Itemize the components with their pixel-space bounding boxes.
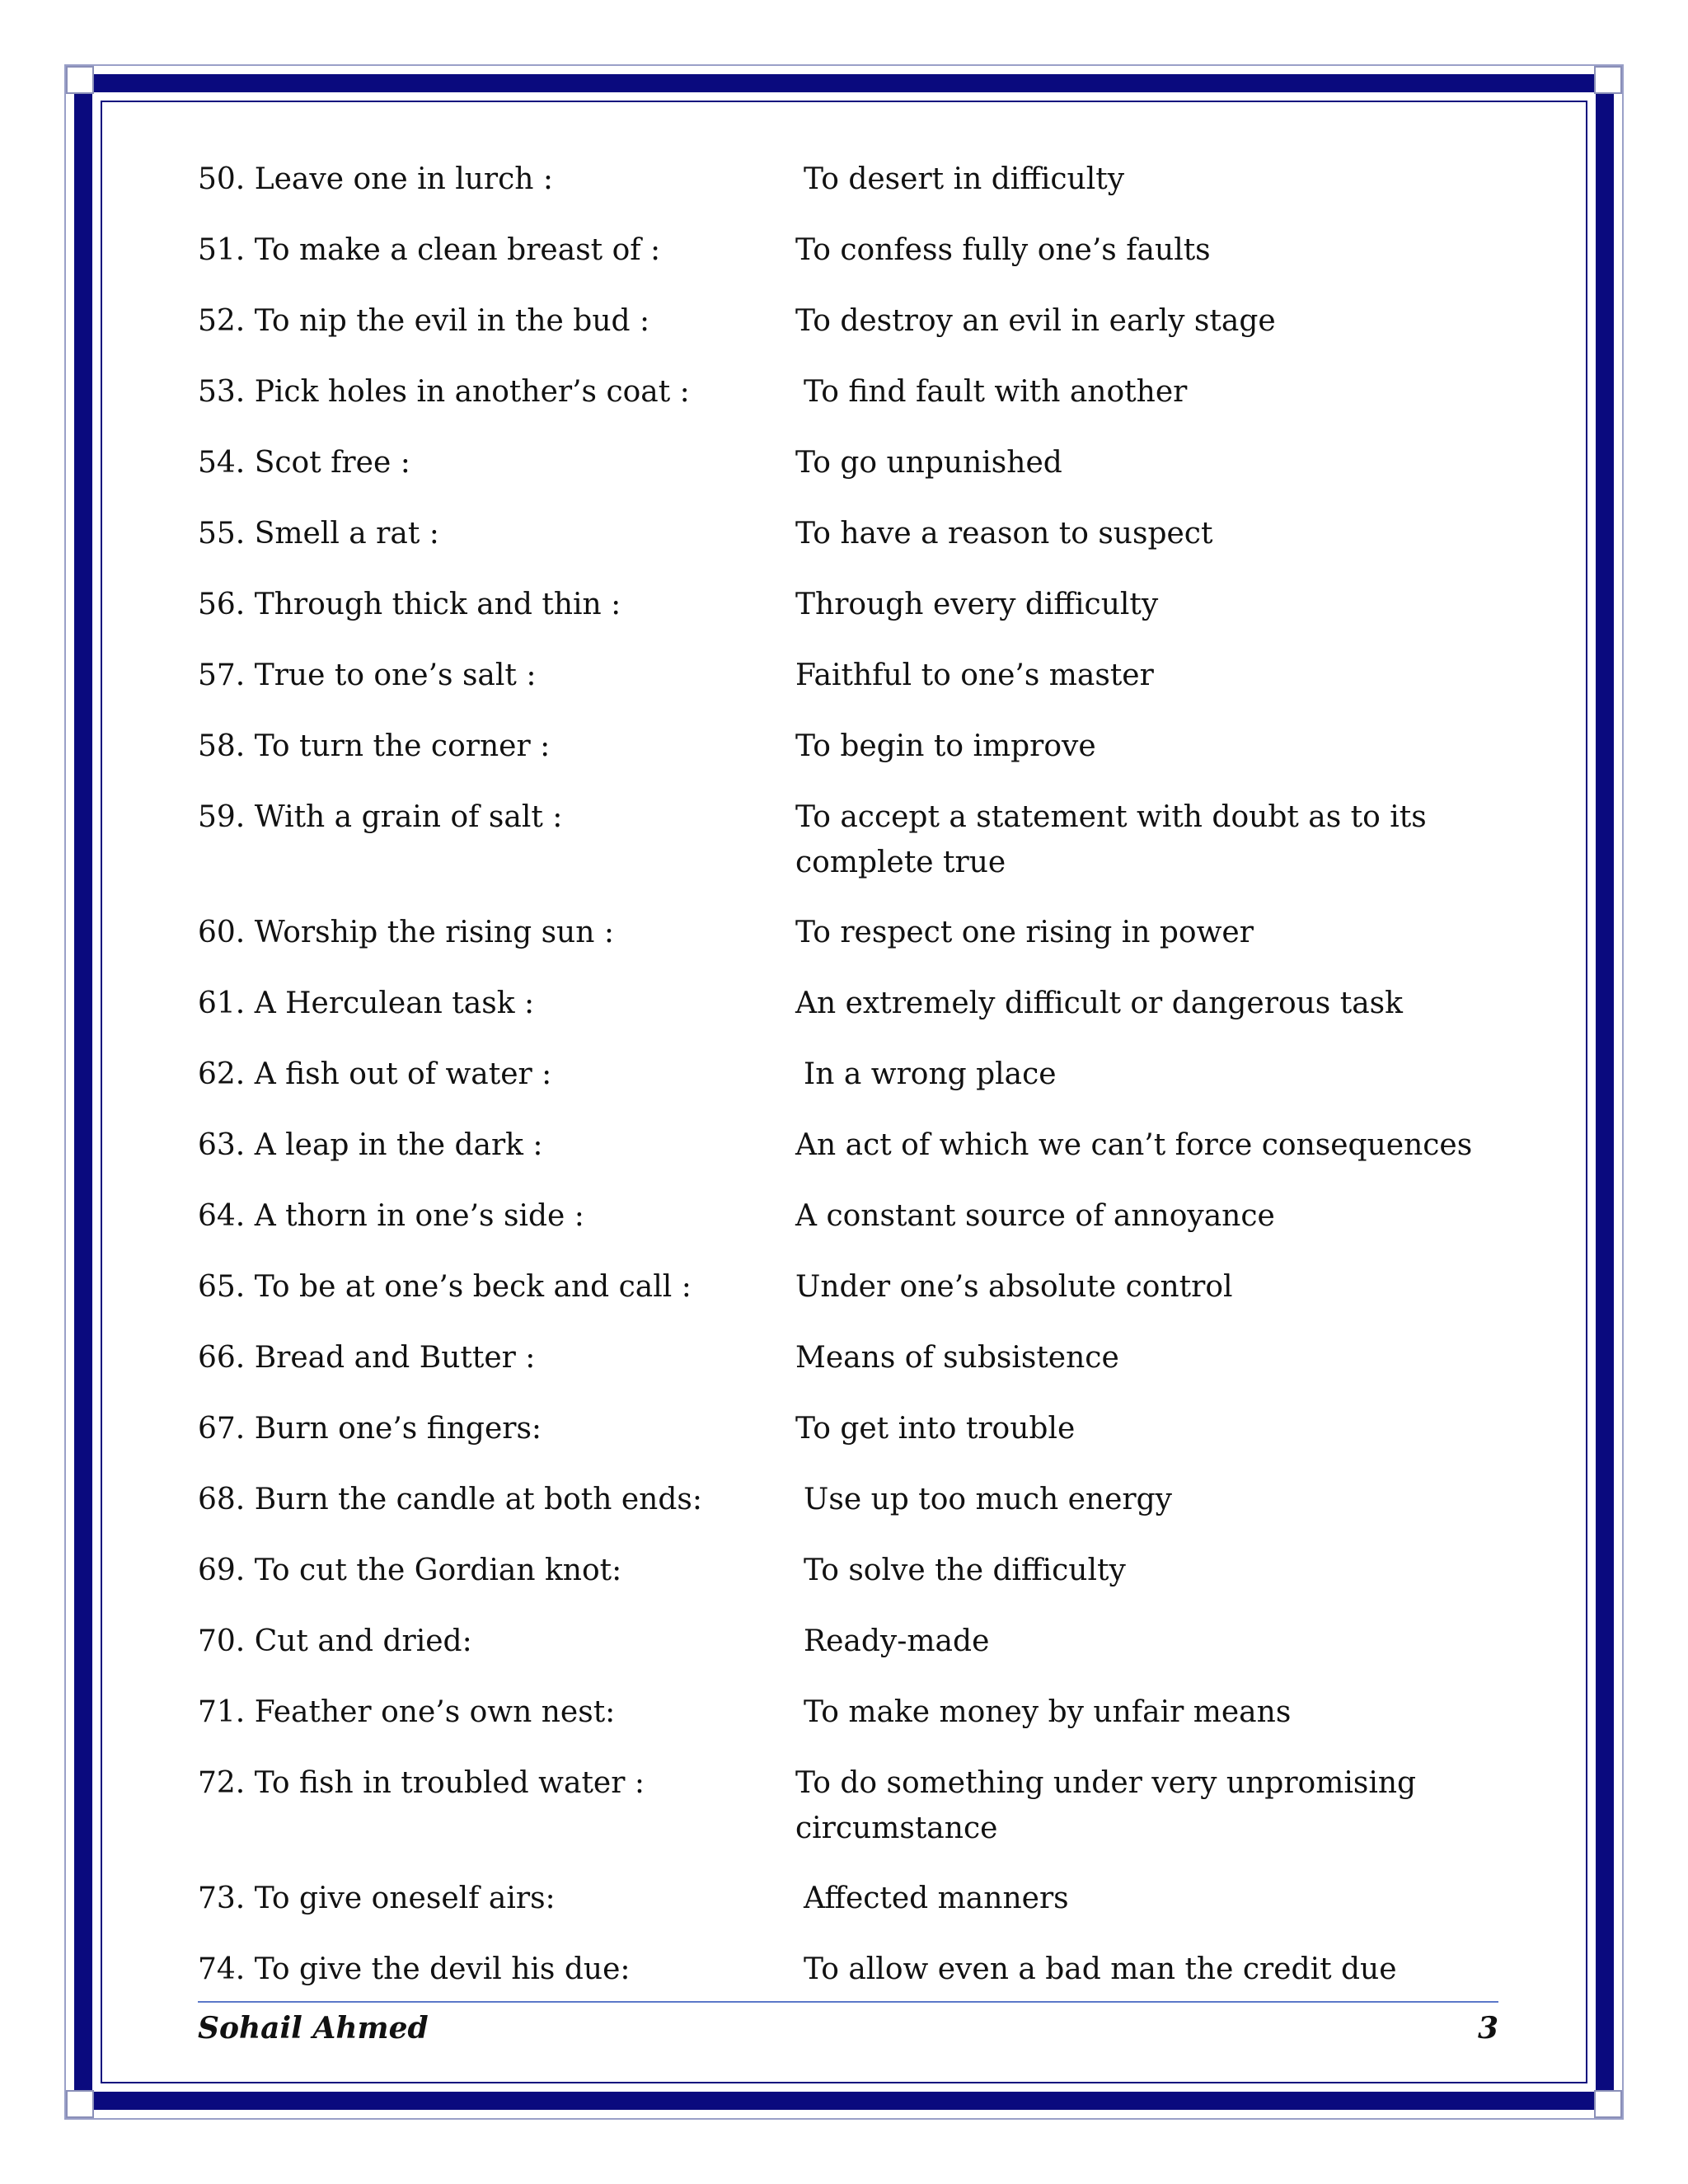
idiom-row <box>198 369 1500 415</box>
border-corner-ornament <box>66 2090 94 2118</box>
idiom-row <box>198 1122 1500 1168</box>
idiom-term: 65. To be at one’s beck and call : <box>198 1270 692 1304</box>
idiom-row <box>198 227 1500 273</box>
idiom-row <box>198 157 1500 202</box>
idiom-meaning: To get into trouble <box>795 1412 1076 1446</box>
border-corner-ornament <box>66 66 94 94</box>
idiom-meaning: To have a reason to suspect <box>795 517 1213 551</box>
idiom-term: 61. A Herculean task : <box>198 987 535 1020</box>
idiom-term: 72. To fish in troubled water : <box>198 1766 645 1800</box>
idiom-row <box>198 511 1500 556</box>
idiom-row <box>198 1052 1500 1097</box>
idiom-row <box>198 582 1500 627</box>
idiom-meaning: To make money by unfair means <box>804 1695 1292 1729</box>
idiom-term: 64. A thorn in one’s side : <box>198 1199 584 1233</box>
idiom-row <box>198 1548 1500 1593</box>
idiom-meaning: Affected manners <box>804 1882 1069 1915</box>
idiom-meaning: To begin to improve <box>795 729 1096 763</box>
idiom-meaning: Use up too much energy <box>804 1483 1172 1516</box>
idiom-row <box>198 440 1500 485</box>
idiom-term: 54. Scot free : <box>198 446 410 480</box>
idiom-term: 59. With a grain of salt : <box>198 800 563 834</box>
idiom-term: 55. Smell a rat : <box>198 517 439 551</box>
idiom-term: 56. Through thick and thin : <box>198 588 621 621</box>
idiom-meaning: To solve the difficulty <box>804 1554 1126 1587</box>
idiom-term: 67. Burn one’s fingers: <box>198 1412 542 1446</box>
idiom-meaning: In a wrong place <box>804 1057 1057 1091</box>
idiom-row <box>198 1264 1500 1310</box>
idiom-meaning: Through every difficulty <box>795 588 1159 621</box>
idiom-meaning: To desert in difficulty <box>804 162 1125 196</box>
page-number: 3 <box>1477 2011 1498 2046</box>
footer-divider <box>198 2001 1498 2003</box>
idiom-term: 58. To turn the corner : <box>198 729 551 763</box>
idiom-row <box>198 1477 1500 1522</box>
idiom-term: 51. To make a clean breast of : <box>198 233 661 267</box>
idiom-meaning: Under one’s absolute control <box>795 1270 1233 1304</box>
idiom-term: 53. Pick holes in another’s coat : <box>198 375 690 409</box>
border-corner-ornament <box>1594 66 1622 94</box>
idiom-meaning: An act of which we can’t force consequences <box>795 1128 1473 1162</box>
idiom-term: 66. Bread and Butter : <box>198 1341 536 1375</box>
idiom-row <box>198 1690 1500 1735</box>
idiom-row <box>198 1335 1500 1380</box>
idiom-row <box>198 1947 1500 1992</box>
idiom-row <box>198 1760 1500 1851</box>
idiom-row <box>198 1193 1500 1239</box>
idiom-meaning: Means of subsistence <box>795 1341 1119 1375</box>
idiom-meaning: To confess fully one’s faults <box>795 233 1211 267</box>
idiom-term: 74. To give the devil his due: <box>198 1952 631 1986</box>
idiom-meaning: To find fault with another <box>804 375 1188 409</box>
idiom-meaning: To accept a statement with doubt as to its complete true <box>795 800 1427 879</box>
idiom-term: 52. To nip the evil in the bud : <box>198 304 650 338</box>
idiom-term: 69. To cut the Gordian knot: <box>198 1554 622 1587</box>
idiom-meaning: An extremely difficult or dangerous task <box>795 987 1403 1020</box>
idiom-term: 60. Worship the rising sun : <box>198 916 615 949</box>
idiom-term: 63. A leap in the dark : <box>198 1128 543 1162</box>
idiom-term: 70. Cut and dried: <box>198 1624 472 1658</box>
idiom-row <box>198 1406 1500 1451</box>
idiom-meaning: Ready-made <box>804 1624 990 1658</box>
idiom-term: 57. True to one’s salt : <box>198 658 537 692</box>
footer-author: Sohail Ahmed <box>198 2011 429 2046</box>
idiom-meaning: To allow even a bad man the credit due <box>804 1952 1397 1986</box>
idiom-term: 73. To give oneself airs: <box>198 1882 556 1915</box>
idiom-term: 50. Leave one in lurch : <box>198 162 554 196</box>
idiom-row <box>198 653 1500 698</box>
idiom-meaning: To destroy an evil in early stage <box>795 304 1276 338</box>
idiom-term: 62. A fish out of water : <box>198 1057 552 1091</box>
idiom-term: 68. Burn the candle at both ends: <box>198 1483 703 1516</box>
idiom-row <box>198 1876 1500 1921</box>
idiom-meaning: To go unpunished <box>795 446 1062 480</box>
idiom-meaning: To do something under very unpromising circumstance <box>795 1766 1417 1845</box>
idiom-meaning: To respect one rising in power <box>795 916 1254 949</box>
idiom-row <box>198 1619 1500 1664</box>
idiom-row <box>198 910 1500 955</box>
idiom-row <box>198 981 1500 1026</box>
idiom-meaning: Faithful to one’s master <box>795 658 1154 692</box>
idiom-row <box>198 724 1500 769</box>
idiom-term: 71. Feather one’s own nest: <box>198 1695 616 1729</box>
idiom-row <box>198 298 1500 344</box>
idiom-row <box>198 794 1500 885</box>
idiom-meaning: A constant source of annoyance <box>795 1199 1275 1233</box>
border-corner-ornament <box>1594 2090 1622 2118</box>
